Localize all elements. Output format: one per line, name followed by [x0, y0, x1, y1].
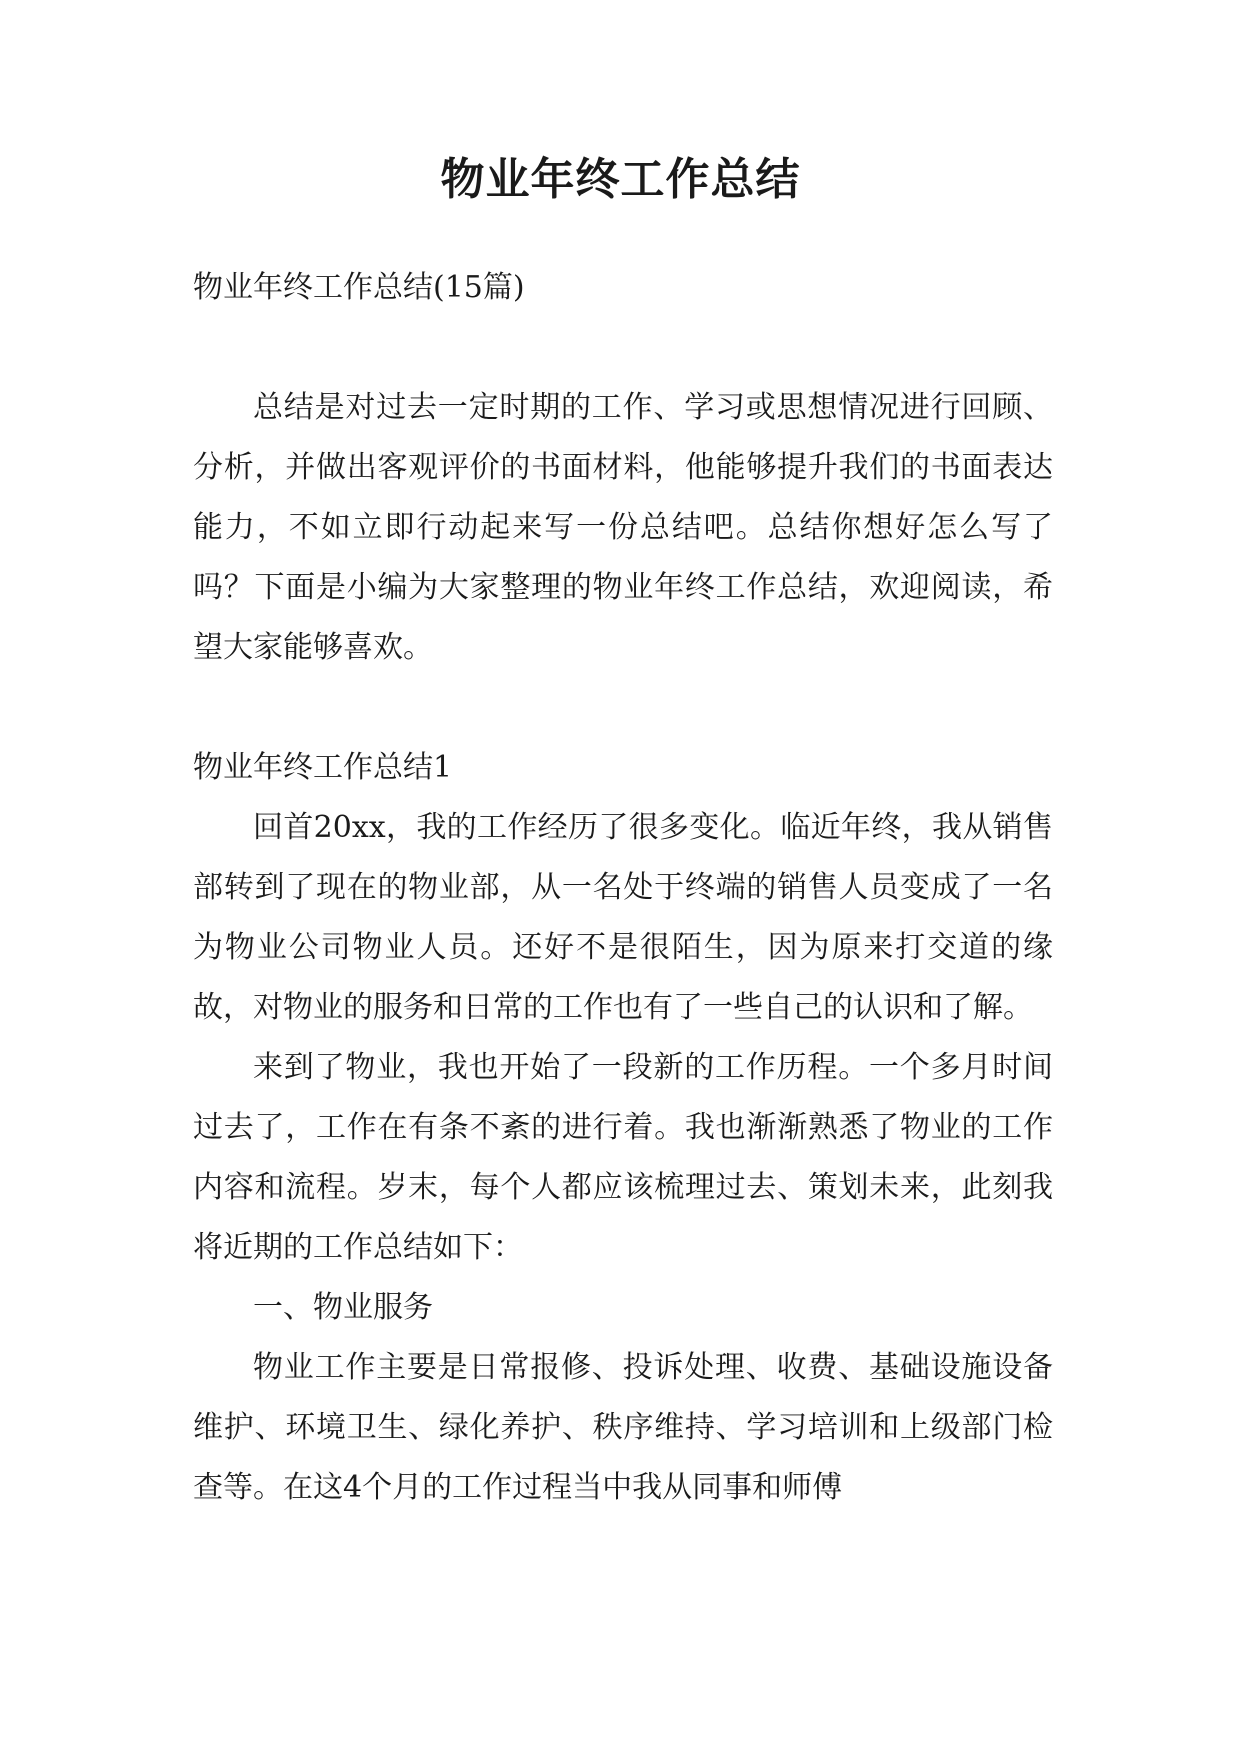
subsection-heading: 一、物业服务: [253, 1290, 433, 1325]
body-paragraph: 回首20xx，我的工作经历了很多变化。临近年终，我从销售部转到了现在的物业部，从一名处于终端的销售人员变成了一名为物业公司物业人员。还好不是很陌生，因为原来打交道的缘故，对物业的服务和日常的工作也有了一些自己的认识和了解。: [193, 810, 1053, 1025]
body-paragraph: 物业工作主要是日常报修、投诉处理、收费、基础设施设备维护、环境卫生、绿化养护、秩序维持、学习培训和上级部门检查等。在这4个月的工作过程当中我从同事和师傅: [193, 1350, 1053, 1505]
document-subtitle: 物业年终工作总结(15篇): [193, 270, 525, 305]
intro-paragraph: 总结是对过去一定时期的工作、学习或思想情况进行回顾、分析，并做出客观评价的书面材料，他能够提升我们的书面表达能力，不如立即行动起来写一份总结吧。总结你想好怎么写了吗？下面是小编为大家整理的物业年终工作总结，欢迎阅读，希望大家能够喜欢。: [193, 390, 1053, 665]
body-paragraph: 来到了物业，我也开始了一段新的工作历程。一个多月时间过去了，工作在有条不紊的进行着。我也渐渐熟悉了物业的工作内容和流程。岁末，每个人都应该梳理过去、策划未来，此刻我将近期的工作总结如下：: [193, 1050, 1053, 1265]
section-heading: 物业年终工作总结1: [193, 750, 453, 785]
document-body: [193, 258, 1053, 1518]
document-title: 物业年终工作总结: [440, 154, 801, 205]
